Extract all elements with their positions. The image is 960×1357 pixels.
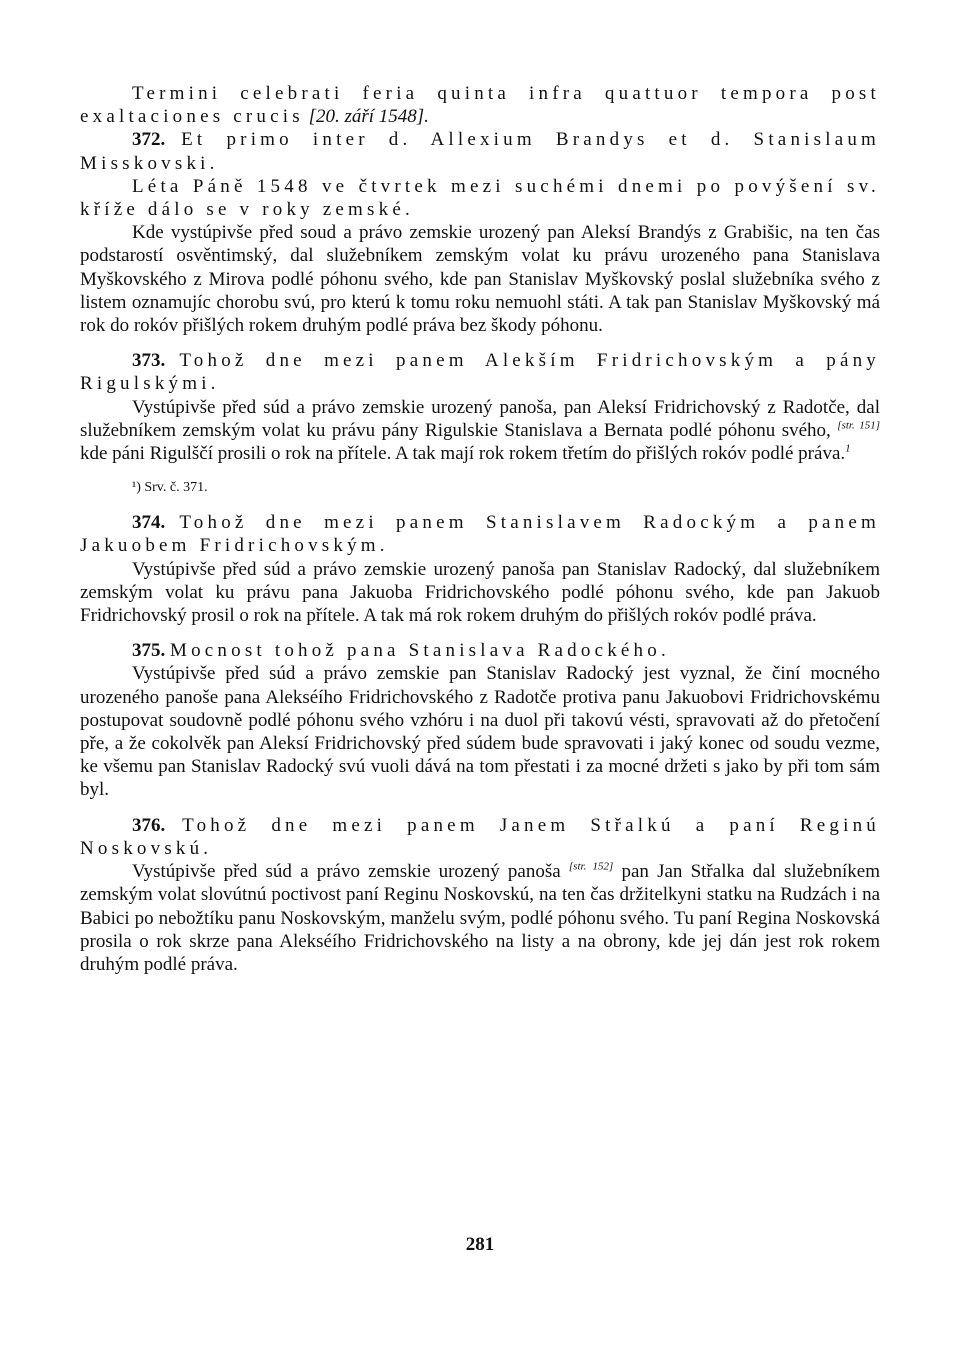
entry-subheading-text: Léta Páně 1548 ve čtvrtek mezi suchémi dnemi po povýšení sv. kříže dálo se v roky zemské. bbox=[80, 175, 880, 221]
intro-date-note: [20. září 1548]. bbox=[308, 106, 429, 128]
entry-375-heading bbox=[80, 639, 880, 662]
intro-heading bbox=[80, 82, 880, 128]
entry-372-heading bbox=[80, 128, 880, 174]
entry-heading-text: Tohož dne mezi panem Alekším Fridrichovským a pány Rigulskými. bbox=[80, 350, 880, 395]
entry-375-body: Vystúpivše před súd a právo zemskie pan Stanislav Radocký jest vyznal, že činí mocného urozeného panoše pana Alekséího Fridrichovského z Radotče protiva panu Jakuobovi Fridrichovskému postupovat soudovně podlé póhonu svého vzhóru i na duol při takovú vésti, spravovati až do přetočení pře, a že cokolvěk pan Aleksí Fridrichovský před súdem bude spravovati i jaký konec od soudu vezme, ke všemu pan Stanislav Radocký svú vuoli dává na tom přestati i za mocné držeti s jako by při tom sám byl. bbox=[80, 663, 880, 801]
entry-body-text: Vystúpivše před súd a právo zemskie urozený panoša, pan Aleksí Fridrichovský z Radotče, dal služebníkem zemským volat ku právu pány Rigulskie Stanislava a Bernata podlé póhonu svého, bbox=[80, 396, 880, 441]
entry-heading-text: Tohož dne mezi panem Janem Střalkú a paní Reginú Noskovskú. bbox=[80, 814, 881, 859]
entry-376-heading bbox=[80, 814, 880, 860]
entry-374-heading bbox=[80, 511, 880, 557]
entry-heading-text: Et primo inter d. Allexium Brandys et d. Stanislaum Misskovski. bbox=[80, 129, 881, 174]
entry-373-heading bbox=[80, 349, 880, 395]
entry-number: 375. bbox=[132, 640, 166, 662]
entry-372-subheading bbox=[80, 175, 880, 221]
entry-376-body bbox=[80, 860, 880, 976]
entry-body-text: pan Jan Střalka dal služebníkem zemským volat slovútnú poctivost paní Reginu Noskovskú, na ten čas držitelkyni statku na Rudzách i na Babici po nebožtíku panu Noskovským, manželu svým, podlé póhonu svého. Tu paní Regina Noskovská prosila o rok skrze pana Alekséího Fridrichovského na listy a na obrony, kde jej dán jest rok rokem druhým podlé práva. bbox=[80, 861, 881, 975]
entry-body-text: kde páni Rigulščí prosili o rok na přítele. A tak mají rok rokem třetím do přišlých rokóv podlé práva. bbox=[80, 443, 846, 465]
margin-note: [str. 152] bbox=[568, 860, 614, 873]
entry-body-text: Vystúpivše před súd a právo zemskie urozený panoša bbox=[132, 861, 561, 883]
entry-number: 373. bbox=[132, 350, 166, 372]
document-page bbox=[80, 82, 880, 976]
entry-373-body bbox=[80, 396, 880, 466]
page-number: 281 bbox=[465, 1234, 495, 1255]
entry-number: 372. bbox=[132, 129, 166, 151]
footnote-ref: 1 bbox=[845, 442, 851, 455]
footnote: ¹) Srv. č. 371. bbox=[132, 480, 208, 496]
entry-number: 374. bbox=[132, 512, 166, 534]
entry-372-body: Kde vystúpivše před soud a právo zemskie urozený pan Aleksí Brandýs z Grabišic, na ten čas podstarostí osvěntimský, dal služebníkem zemským volat ku právu urozeného pana Stanislava Myškovského z Mirova podlé póhonu svého, kde pan Stanislav Myškovský poslal služebníka svého z listem oznamujíc chorobu svú, pro kterú k tomu roku nemuohl státi. A tak pan Stanislav Myškovský má rok do rokóv přišlých rokem druhým podlé práva bez škody póhonu. bbox=[80, 222, 880, 337]
entry-number: 376. bbox=[132, 814, 166, 836]
entry-heading-text: Mocnost tohož pana Stanislava Radockého. bbox=[170, 640, 670, 662]
margin-note: [str. 151] bbox=[837, 419, 881, 432]
intro-heading-text: Termini celebrati feria quinta infra quattuor tempora post exaltaciones crucis bbox=[80, 83, 880, 128]
entry-374-body: Vystúpivše před súd a právo zemskie urozený panoša pan Stanislav Radocký, dal služebníkem zemským volat ku právu pana Jakuoba Fridrichovského podlé póhonu svého, kde pan Jakuob Fridrichovský prosil o rok na přítele. A tak má rok rokem druhým do přišlých rokóv podlé práva. bbox=[80, 558, 880, 627]
entry-heading-text: Tohož dne mezi panem Stanislavem Radockým a panem Jakuobem Fridrichovským. bbox=[80, 512, 880, 557]
